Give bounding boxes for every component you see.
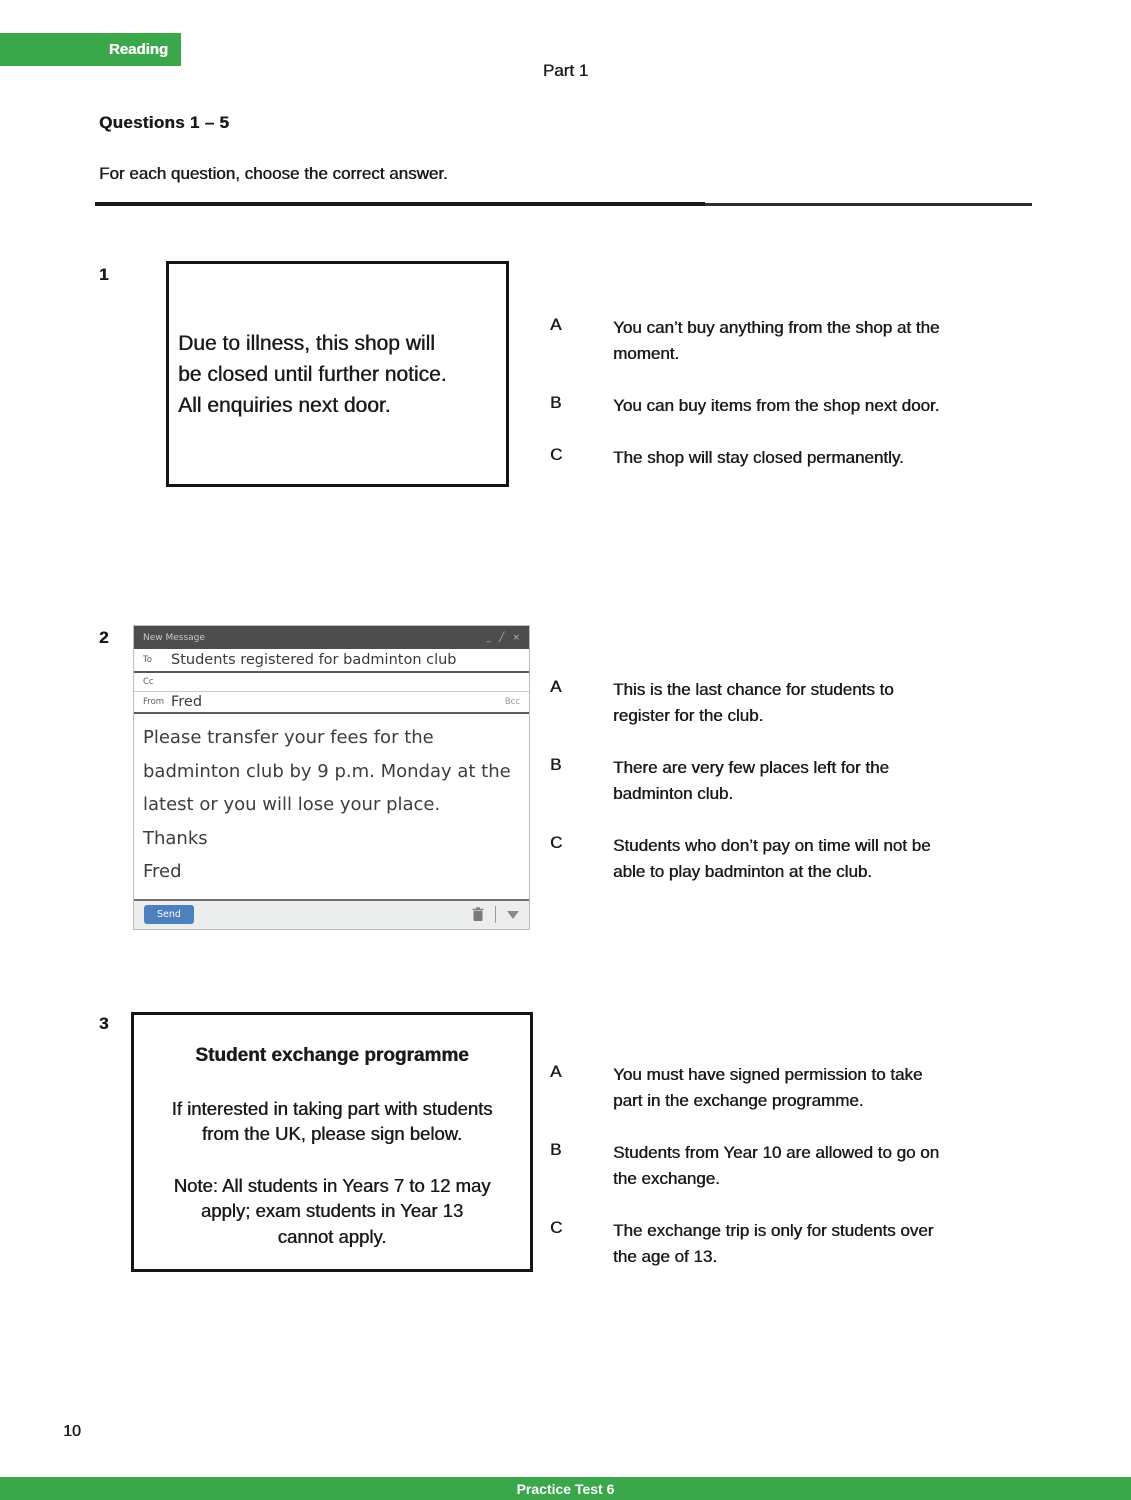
to-label: To (143, 655, 152, 665)
notice-line: from the UK, please sign below. (201, 1123, 463, 1144)
email-cc-row[interactable] (134, 673, 529, 692)
to-field-value[interactable]: Students registered for badminton club (171, 652, 457, 668)
option-letter: C (550, 1218, 563, 1237)
question-2-options (550, 677, 1050, 911)
option-2a[interactable] (550, 677, 1050, 729)
option-text-line: able to play badminton at the club. (613, 862, 872, 881)
notice-line: cannot apply. (277, 1225, 387, 1247)
option-1b[interactable] (550, 393, 1050, 419)
question-1-number: 1 (99, 265, 109, 284)
trash-icon[interactable] (472, 907, 484, 922)
question-2-email-window (133, 625, 530, 930)
option-text-line: You must have signed permission to take (613, 1065, 923, 1084)
option-3a[interactable] (550, 1062, 1050, 1114)
option-text-line: The shop will stay closed permanently. (613, 448, 904, 467)
email-toolbar (134, 899, 529, 929)
notice-line: apply; exam students in Year 13 (200, 1200, 464, 1221)
option-text-line: the exchange. (613, 1169, 720, 1188)
option-letter: C (550, 445, 563, 464)
email-from-row[interactable] (134, 692, 529, 714)
email-body-line: badminton club by 9 p.m. Monday at the (143, 760, 511, 782)
questions-heading: Questions 1 – 5 (99, 113, 230, 132)
question-1-options (550, 315, 1050, 497)
notice-line: If interested in taking part with students (171, 1097, 493, 1119)
notice-paragraph (134, 1173, 530, 1250)
option-text-line: You can’t buy anything from the shop at the (613, 318, 940, 337)
option-text-line: Students who don’t pay on time will not be (613, 836, 931, 855)
email-body-line: Thanks (143, 827, 208, 849)
expand-icon[interactable]: ╱ (499, 632, 505, 643)
from-label: From (143, 697, 165, 707)
minimize-icon[interactable]: _ (486, 632, 492, 643)
footer-label: Practice Test 6 (516, 1480, 615, 1497)
option-2c[interactable] (550, 833, 1050, 885)
option-1c[interactable] (550, 445, 1050, 471)
divider-segment-right (705, 203, 1032, 206)
sign-line: Due to illness, this shop will (178, 331, 435, 355)
footer-bar (0, 1477, 1131, 1500)
option-text-line: the age of 13. (613, 1247, 717, 1266)
section-divider (95, 202, 1032, 207)
option-text-line: Students from Year 10 are allowed to go on (613, 1143, 940, 1162)
notice-line: Note: All students in Years 7 to 12 may (173, 1174, 491, 1196)
option-letter: B (550, 393, 562, 412)
page-number: 10 (63, 1423, 81, 1440)
option-text-line: There are very few places left for the (613, 758, 889, 777)
from-field-value[interactable]: Fred (171, 694, 203, 710)
dropdown-arrow-icon[interactable] (507, 911, 519, 919)
sign-line: be closed until further notice. (178, 362, 447, 386)
option-text-line: badminton club. (613, 784, 734, 803)
email-body-line: latest or you will lose your place. (143, 794, 441, 815)
divider-segment-left (95, 202, 705, 206)
email-body-line: Fred (143, 861, 182, 882)
option-1a[interactable] (550, 315, 1050, 367)
option-text-line: This is the last chance for students to (613, 680, 894, 699)
question-2-number: 2 (99, 628, 109, 647)
option-letter: A (550, 1062, 562, 1081)
cc-label: Cc (143, 677, 154, 687)
email-window-title: New Message (143, 632, 205, 643)
option-text-line: moment. (613, 344, 680, 363)
bcc-label[interactable]: Bcc (504, 697, 520, 707)
notice-title: Student exchange programme (195, 1045, 469, 1066)
email-body-line: Please transfer your fees for the (143, 727, 434, 748)
option-text-line: You can buy items from the shop next door. (613, 396, 940, 415)
email-body[interactable] (134, 714, 529, 899)
option-2b[interactable] (550, 755, 1050, 807)
option-text-line: part in the exchange programme. (613, 1091, 864, 1110)
close-icon[interactable]: × (512, 632, 520, 643)
question-3-options (550, 1062, 1050, 1296)
reading-tab-label: Reading (108, 41, 168, 58)
toolbar-divider (495, 906, 496, 923)
question-3-number: 3 (99, 1014, 109, 1033)
option-text-line: register for the club. (613, 706, 764, 725)
question-1-sign (166, 261, 509, 487)
option-text-line: The exchange trip is only for students over (613, 1221, 934, 1240)
part-title: Part 1 (542, 61, 589, 80)
instructions-text: For each question, choose the correct answer. (99, 164, 448, 183)
sign-line: All enquiries next door. (178, 393, 391, 417)
notice-paragraph (134, 1096, 530, 1147)
question-3-notice (131, 1012, 533, 1272)
option-letter: A (550, 677, 562, 696)
option-3b[interactable] (550, 1140, 1050, 1192)
option-letter: B (550, 755, 562, 774)
email-to-row[interactable] (134, 649, 529, 673)
option-3c[interactable] (550, 1218, 1050, 1270)
email-titlebar (134, 626, 529, 649)
send-button[interactable]: Send (144, 905, 194, 924)
option-letter: A (550, 315, 562, 334)
option-letter: B (550, 1140, 562, 1159)
option-letter: C (550, 833, 563, 852)
